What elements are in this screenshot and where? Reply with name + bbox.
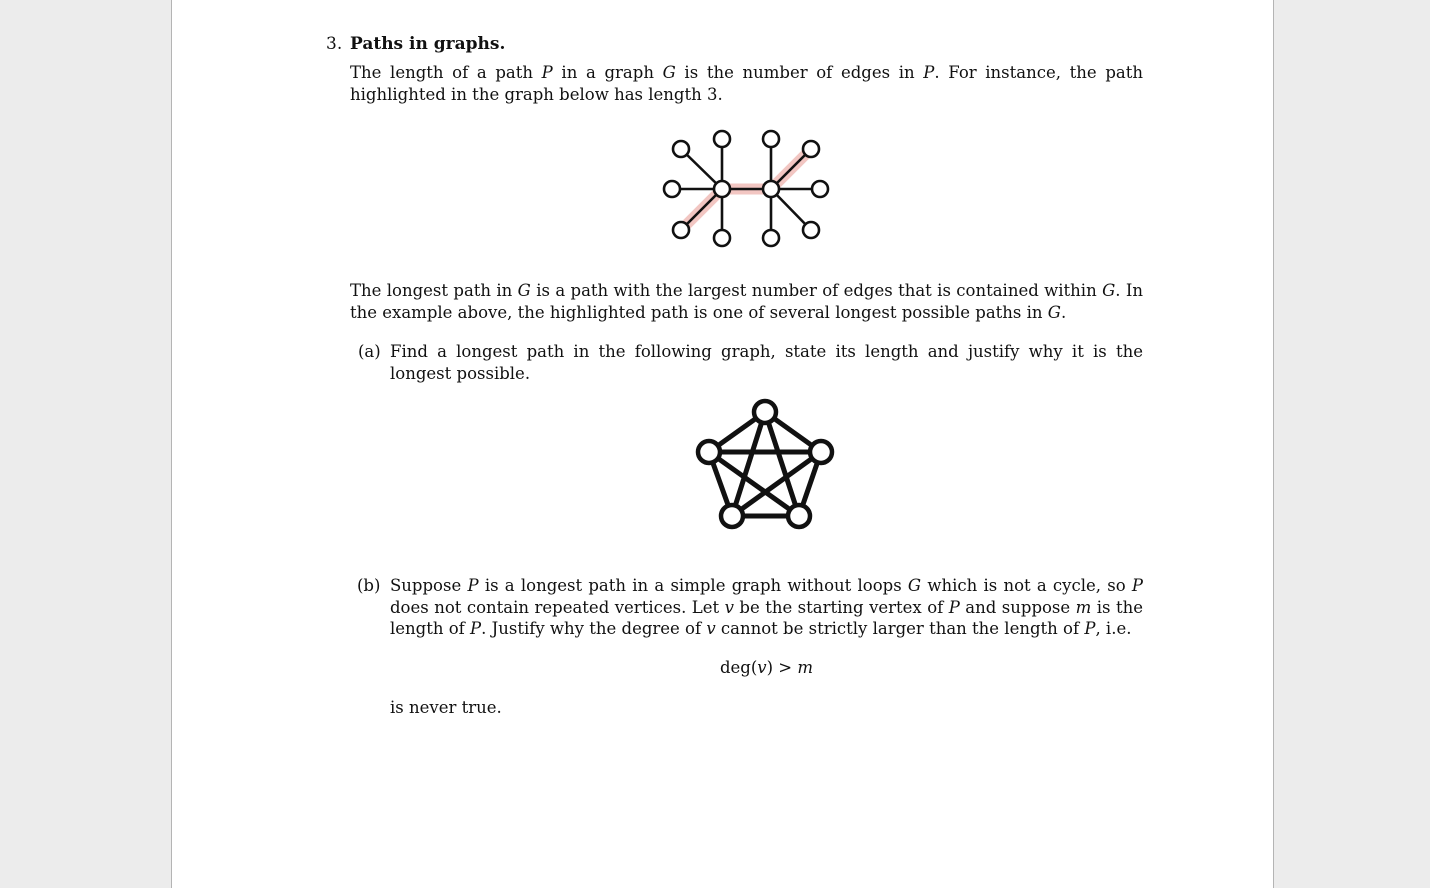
degree-inequality: deg(v) > m [719, 658, 814, 677]
explanation-paragraph: The longest path in G is a path with the largest number of edges that is contained within G. In the example above, the highlighted path is one of several longest possible paths in G. [350, 281, 1143, 322]
intro-paragraph: The length of a path P in a graph G is the number of edges in P. For instance, the path highlighted in the graph below has length 3. [350, 63, 1143, 104]
document-page [171, 0, 1274, 888]
part-a-text: Find a longest path in the following graph, state its length and justify why it is the longest possible. [390, 342, 1143, 383]
question-title: Paths in graphs. [350, 34, 506, 54]
part-b-closing: is never true. [390, 698, 502, 717]
k5-edges [709, 412, 821, 516]
example-graph-figure [652, 122, 852, 262]
part-a-label: (a) [358, 342, 381, 361]
complete-graph-figure [692, 395, 842, 535]
question-number: 3. [326, 34, 343, 54]
k5-vertices [698, 401, 832, 527]
part-b-text: Suppose P is a longest path in a simple graph without loops G which is not a cycle, so P does not contain repeated vertices. Let v be the starting vertex of P and suppose m is the length of P. Justify why the degree of v cannot be strictly larger than the length of P, i.e. [390, 576, 1144, 638]
part-b-label: (b) [357, 576, 381, 595]
